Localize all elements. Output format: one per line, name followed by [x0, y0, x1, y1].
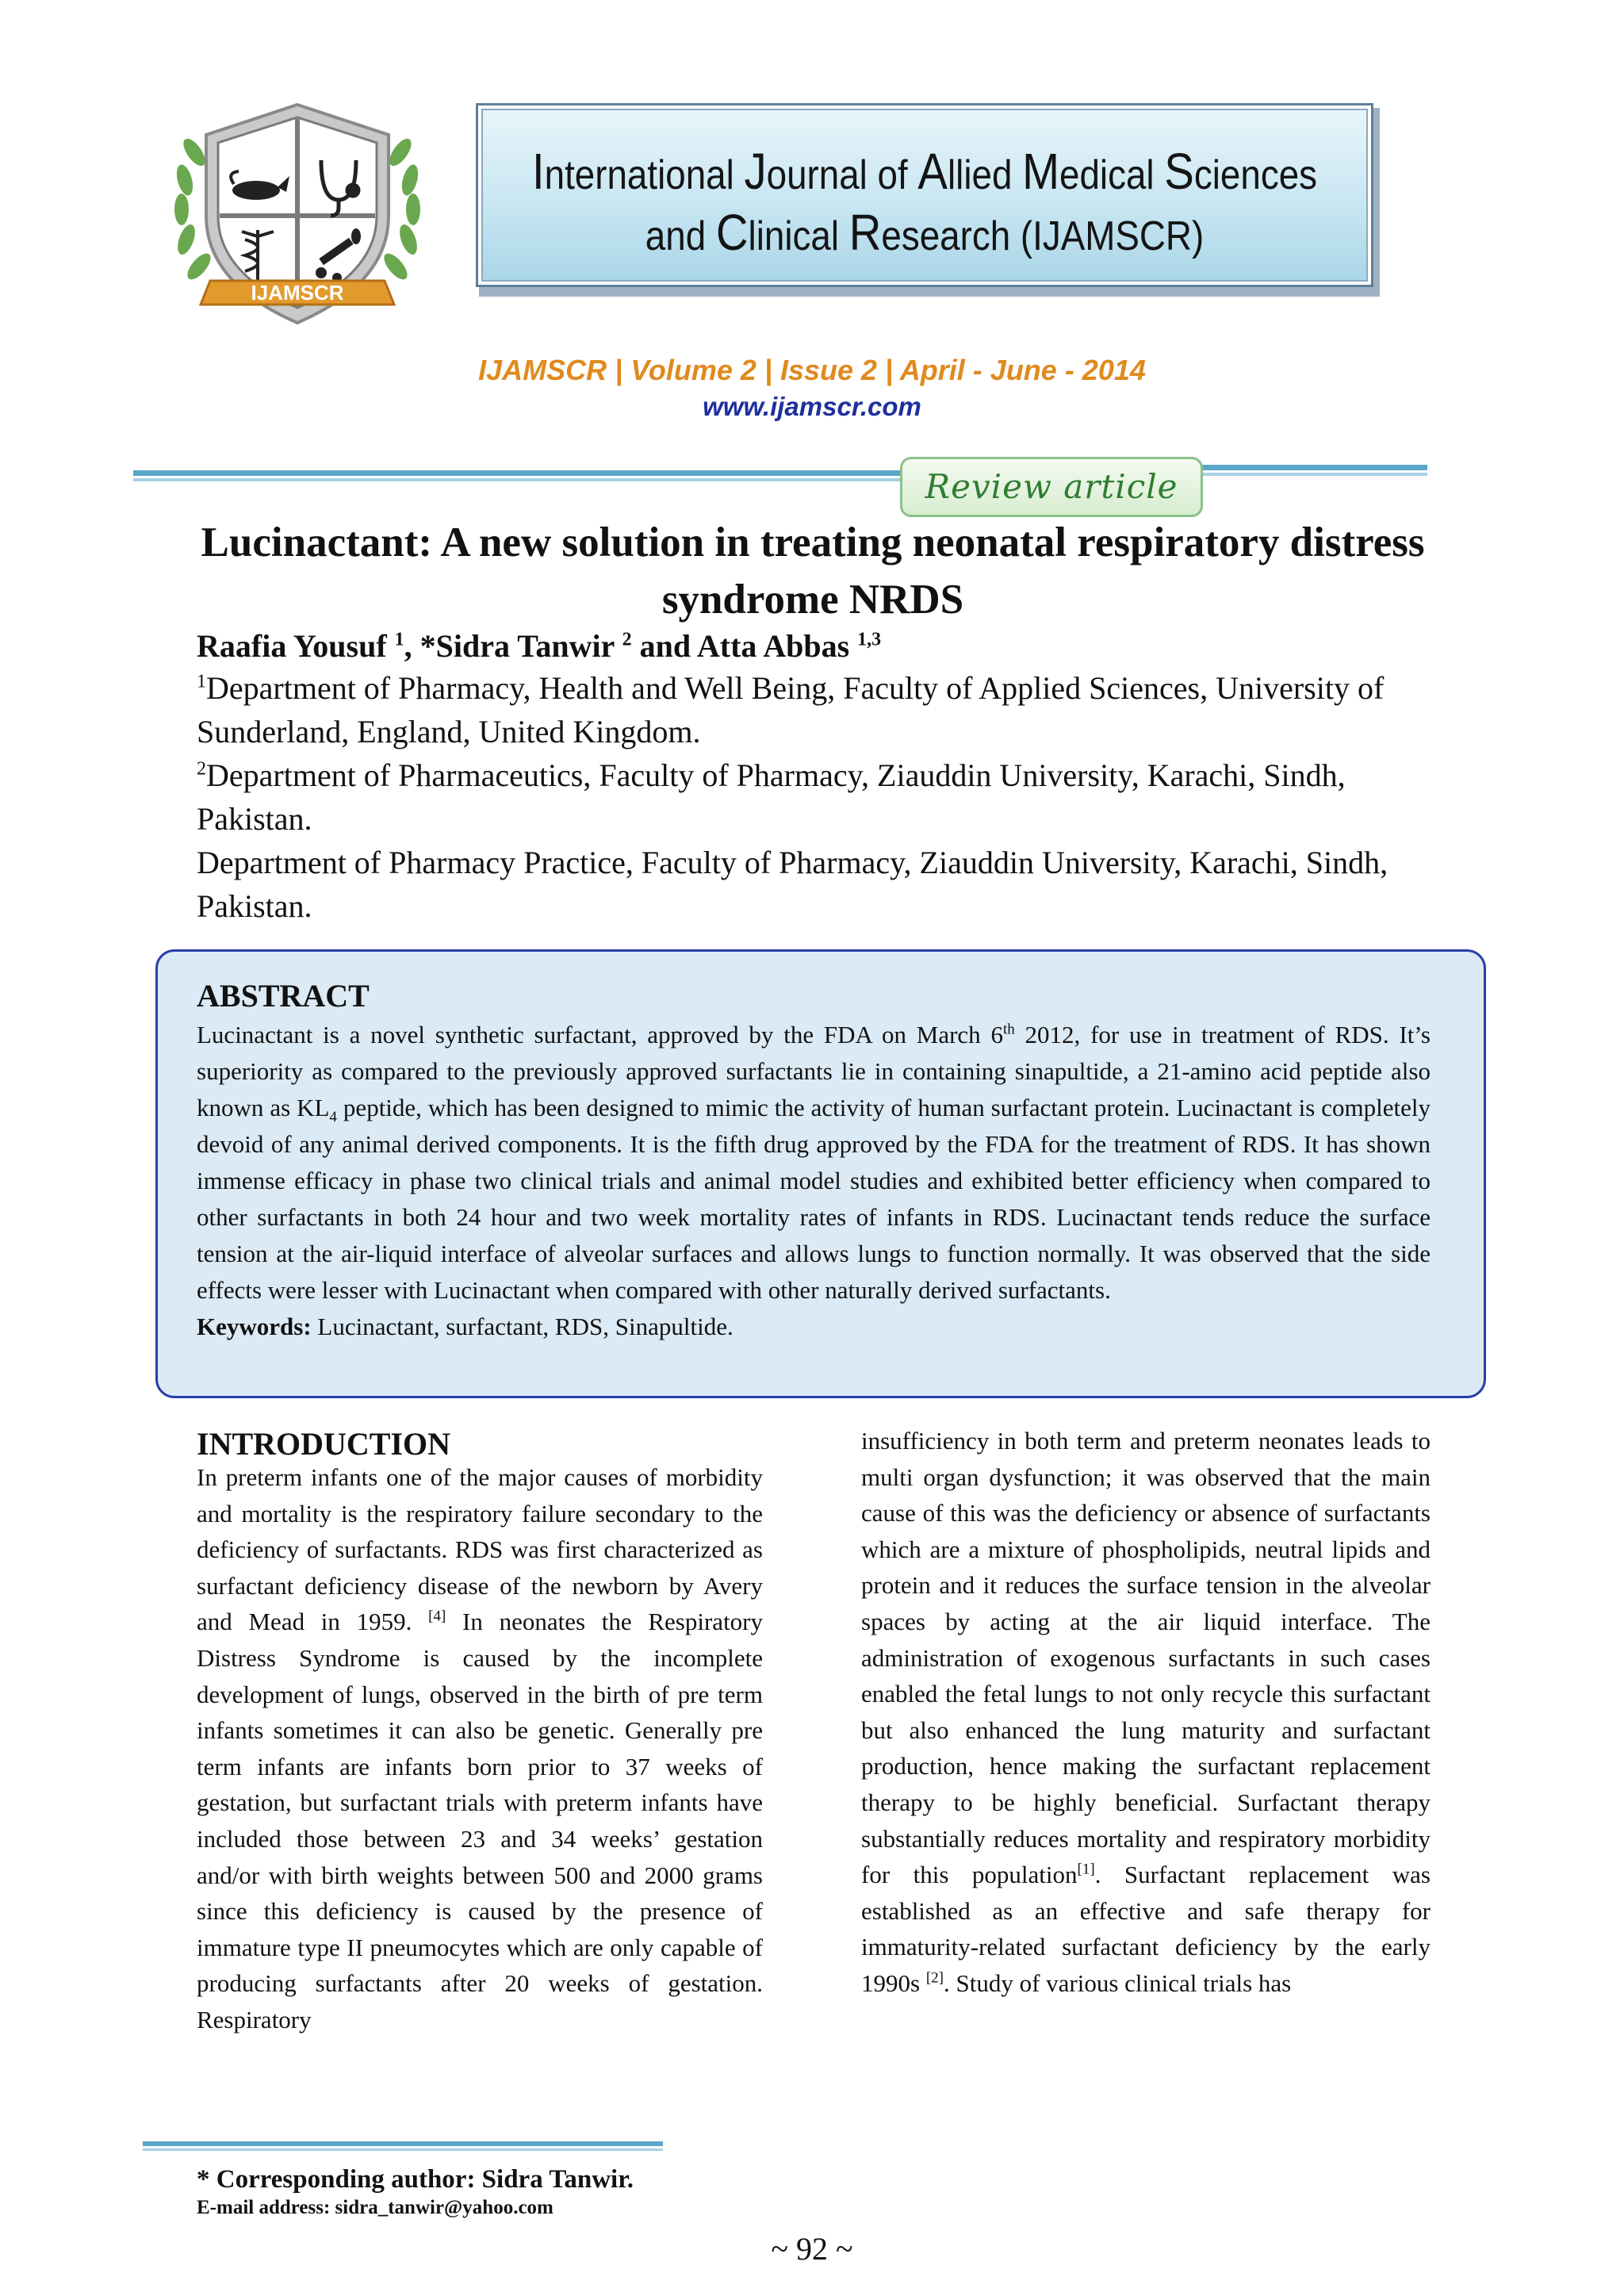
abstract-heading: ABSTRACT — [197, 978, 370, 1014]
journal-name-word: edical — [1059, 152, 1165, 198]
corresponding-email[interactable]: E-mail address: sidra_tanwir@yahoo.com — [197, 2197, 553, 2218]
affiliation-item — [197, 666, 1434, 753]
abstract-text-part: 2012, for use in treatment of RDS. It’s superiority as compared to the previously approved surfactants lie in containing sinapultide, a 21-amino acid peptide also known as KL — [197, 1021, 1431, 1121]
body-text: . Surfactant replacement was established as an effective and safe therapy for immaturity-related surfactant deficiency by the early 1990s — [861, 1861, 1431, 1997]
body-text: In neonates the Respiratory Distress Syndrome is caused by the incomplete development of lungs, observed in the birth of pre term infants sometimes it can also be genetic. Generally pre term infants are infants born prior to 37 weeks of gestation, but surfactant trials with preterm infants have included those between 23 and 34 weeks’ gestation and/or with birth weights between 500 and 2000 grams since this deficiency is caused by the presence of immature type II pneumocytes which are only capable of producing surfactants after 20 weeks of gestation. Respiratory — [197, 1608, 763, 2033]
body-column-right — [861, 1423, 1431, 2002]
abstract-text-part: peptide, which has been designed to mimic the activity of human surfactant protein. Lucinactant is completely devoid of any animal derived components. It is the fifth drug approved by the FDA for the treatment of RDS. It has shown immense efficacy in phase two clinical trials and animal model studies and exhibited better efficiency when compared to other surfactants in both 24 hour and two week mortality rates of infants in RDS. Lucinactant tends reduce the surface tension at the air-liquid interface of alveolar surfaces and allows lungs to function normally. It was observed that the side effects were lesser with Lucinactant when compared with other naturally derived surfactants. — [197, 1094, 1431, 1304]
journal-name-word: ciences — [1193, 152, 1318, 198]
citation-ref[interactable]: [2] — [925, 1969, 944, 1987]
citation-ref[interactable]: [1] — [1077, 1861, 1095, 1878]
citation-ref[interactable]: [4] — [428, 1608, 446, 1626]
article-type-badge: Review article — [900, 457, 1203, 517]
journal-name-word: llied — [947, 152, 1023, 198]
affiliation-text: Department of Pharmacy, Health and Well Being, Faculty of Applied Sciences, University of Sunderland, England, United Kingdom. — [197, 670, 1385, 749]
journal-name-word: nternational — [544, 152, 745, 198]
affiliation-mark: 1 — [197, 671, 206, 692]
author-name: Raafia Yousuf — [197, 628, 395, 664]
footnote-rule-thin — [143, 2148, 663, 2151]
footnote-rule — [143, 2141, 663, 2146]
article-title: Lucinactant: A new solution in treating neonatal respiratory distress syndrome NRDS — [201, 519, 1425, 623]
author-affiliation-mark: 1 — [394, 629, 404, 650]
journal-website-link[interactable]: www.ijamscr.com — [703, 392, 921, 421]
journal-name-capital: J — [744, 143, 767, 200]
abstract-superscript: th — [1002, 1021, 1015, 1038]
logo-ribbon-text: IJAMSCR — [251, 281, 344, 305]
author-name: Atta Abbas — [696, 628, 858, 664]
keywords-line — [197, 1309, 1431, 1345]
journal-name-capital: I — [531, 143, 545, 200]
journal-name-capital: C — [715, 204, 749, 261]
journal-name-word: linical — [748, 213, 849, 259]
header-rule-left-thin — [133, 478, 937, 481]
journal-name-word: ournal of — [766, 152, 918, 198]
body-text: . Study of various clinical trials has — [943, 1968, 1292, 1997]
body-text: In preterm infants one of the major causes of morbidity and mortality is the respiratory failure secondary to the deficiency of surfactants. RDS was first characterized as surfactant deficiency disease of the newborn by Avery and Mead in 1959. — [197, 1463, 763, 1636]
introduction-heading: INTRODUCTION — [197, 1426, 451, 1462]
journal-name-capital: M — [1022, 143, 1060, 200]
abstract-text-part: Lucinactant is a novel synthetic surfactant, approved by the FDA on March 6 — [197, 1021, 1003, 1048]
abstract-text — [197, 1017, 1431, 1345]
affiliation-list — [197, 666, 1434, 928]
header-rule-right-thin — [1166, 473, 1427, 476]
abstract-subscript: 4 — [329, 1109, 337, 1126]
keywords-label: Keywords: — [197, 1313, 312, 1340]
journal-name-line2 — [530, 204, 1320, 265]
affiliation-text: Department of Pharmacy Practice, Faculty of Pharmacy, Ziauddin University, Karachi, Sindh, Pakistan. — [197, 845, 1388, 924]
affiliation-item — [197, 841, 1434, 928]
issue-line: IJAMSCR | Volume 2 | Issue 2 | April - June - 2014 — [478, 354, 1146, 386]
journal-name — [530, 143, 1320, 265]
page-number: ~ 92 ~ — [771, 2231, 853, 2267]
journal-name-line1 — [530, 143, 1320, 204]
corresponding-author: * Corresponding author: Sidra Tanwir. — [197, 2165, 634, 2194]
journal-name-capital: S — [1164, 143, 1194, 200]
journal-name-capital: R — [848, 204, 882, 261]
affiliation-text: Department of Pharmaceutics, Faculty of Pharmacy, Ziauddin University, Karachi, Sindh, Pakistan. — [197, 757, 1346, 837]
author-separator: , — [404, 628, 420, 664]
header-rule-left — [133, 470, 937, 476]
author-list — [197, 625, 881, 668]
issue-info — [0, 354, 1624, 422]
author-name: *Sidra Tanwir — [419, 628, 622, 664]
journal-name-word: esearch (IJAMSCR) — [881, 213, 1205, 259]
affiliation-mark: 2 — [197, 758, 206, 780]
header-rule-right — [1166, 465, 1427, 470]
author-separator: and — [631, 628, 697, 664]
affiliation-item — [197, 753, 1434, 841]
journal-name-word: and — [645, 213, 716, 259]
body-text: insufficiency in both term and preterm neonates leads to multi organ dysfunction; it was observed that the main cause of this was the deficiency or absence of surfactants which are a mixture of phospholipids, neutral lipids and protein and it reduces the surface tension in the alveolar spaces by acting at the air liquid interface. The administration of exogenous surfactants in such cases enabled the fetal lungs to not only recycle this surfactant but also enhanced the lung maturity and surfactant production, hence making the surfactant replacement therapy to be highly beneficial. Surfactant therapy substantially reduces mortality and respiratory morbidity for this population — [861, 1427, 1431, 1889]
journal-name-capital: A — [917, 143, 948, 200]
journal-logo — [163, 97, 432, 335]
author-affiliation-mark: 1,3 — [857, 629, 882, 650]
body-column-left — [197, 1459, 763, 2038]
author-affiliation-mark: 2 — [622, 629, 632, 650]
keywords-text: Lucinactant, surfactant, RDS, Sinapultide. — [311, 1313, 733, 1340]
